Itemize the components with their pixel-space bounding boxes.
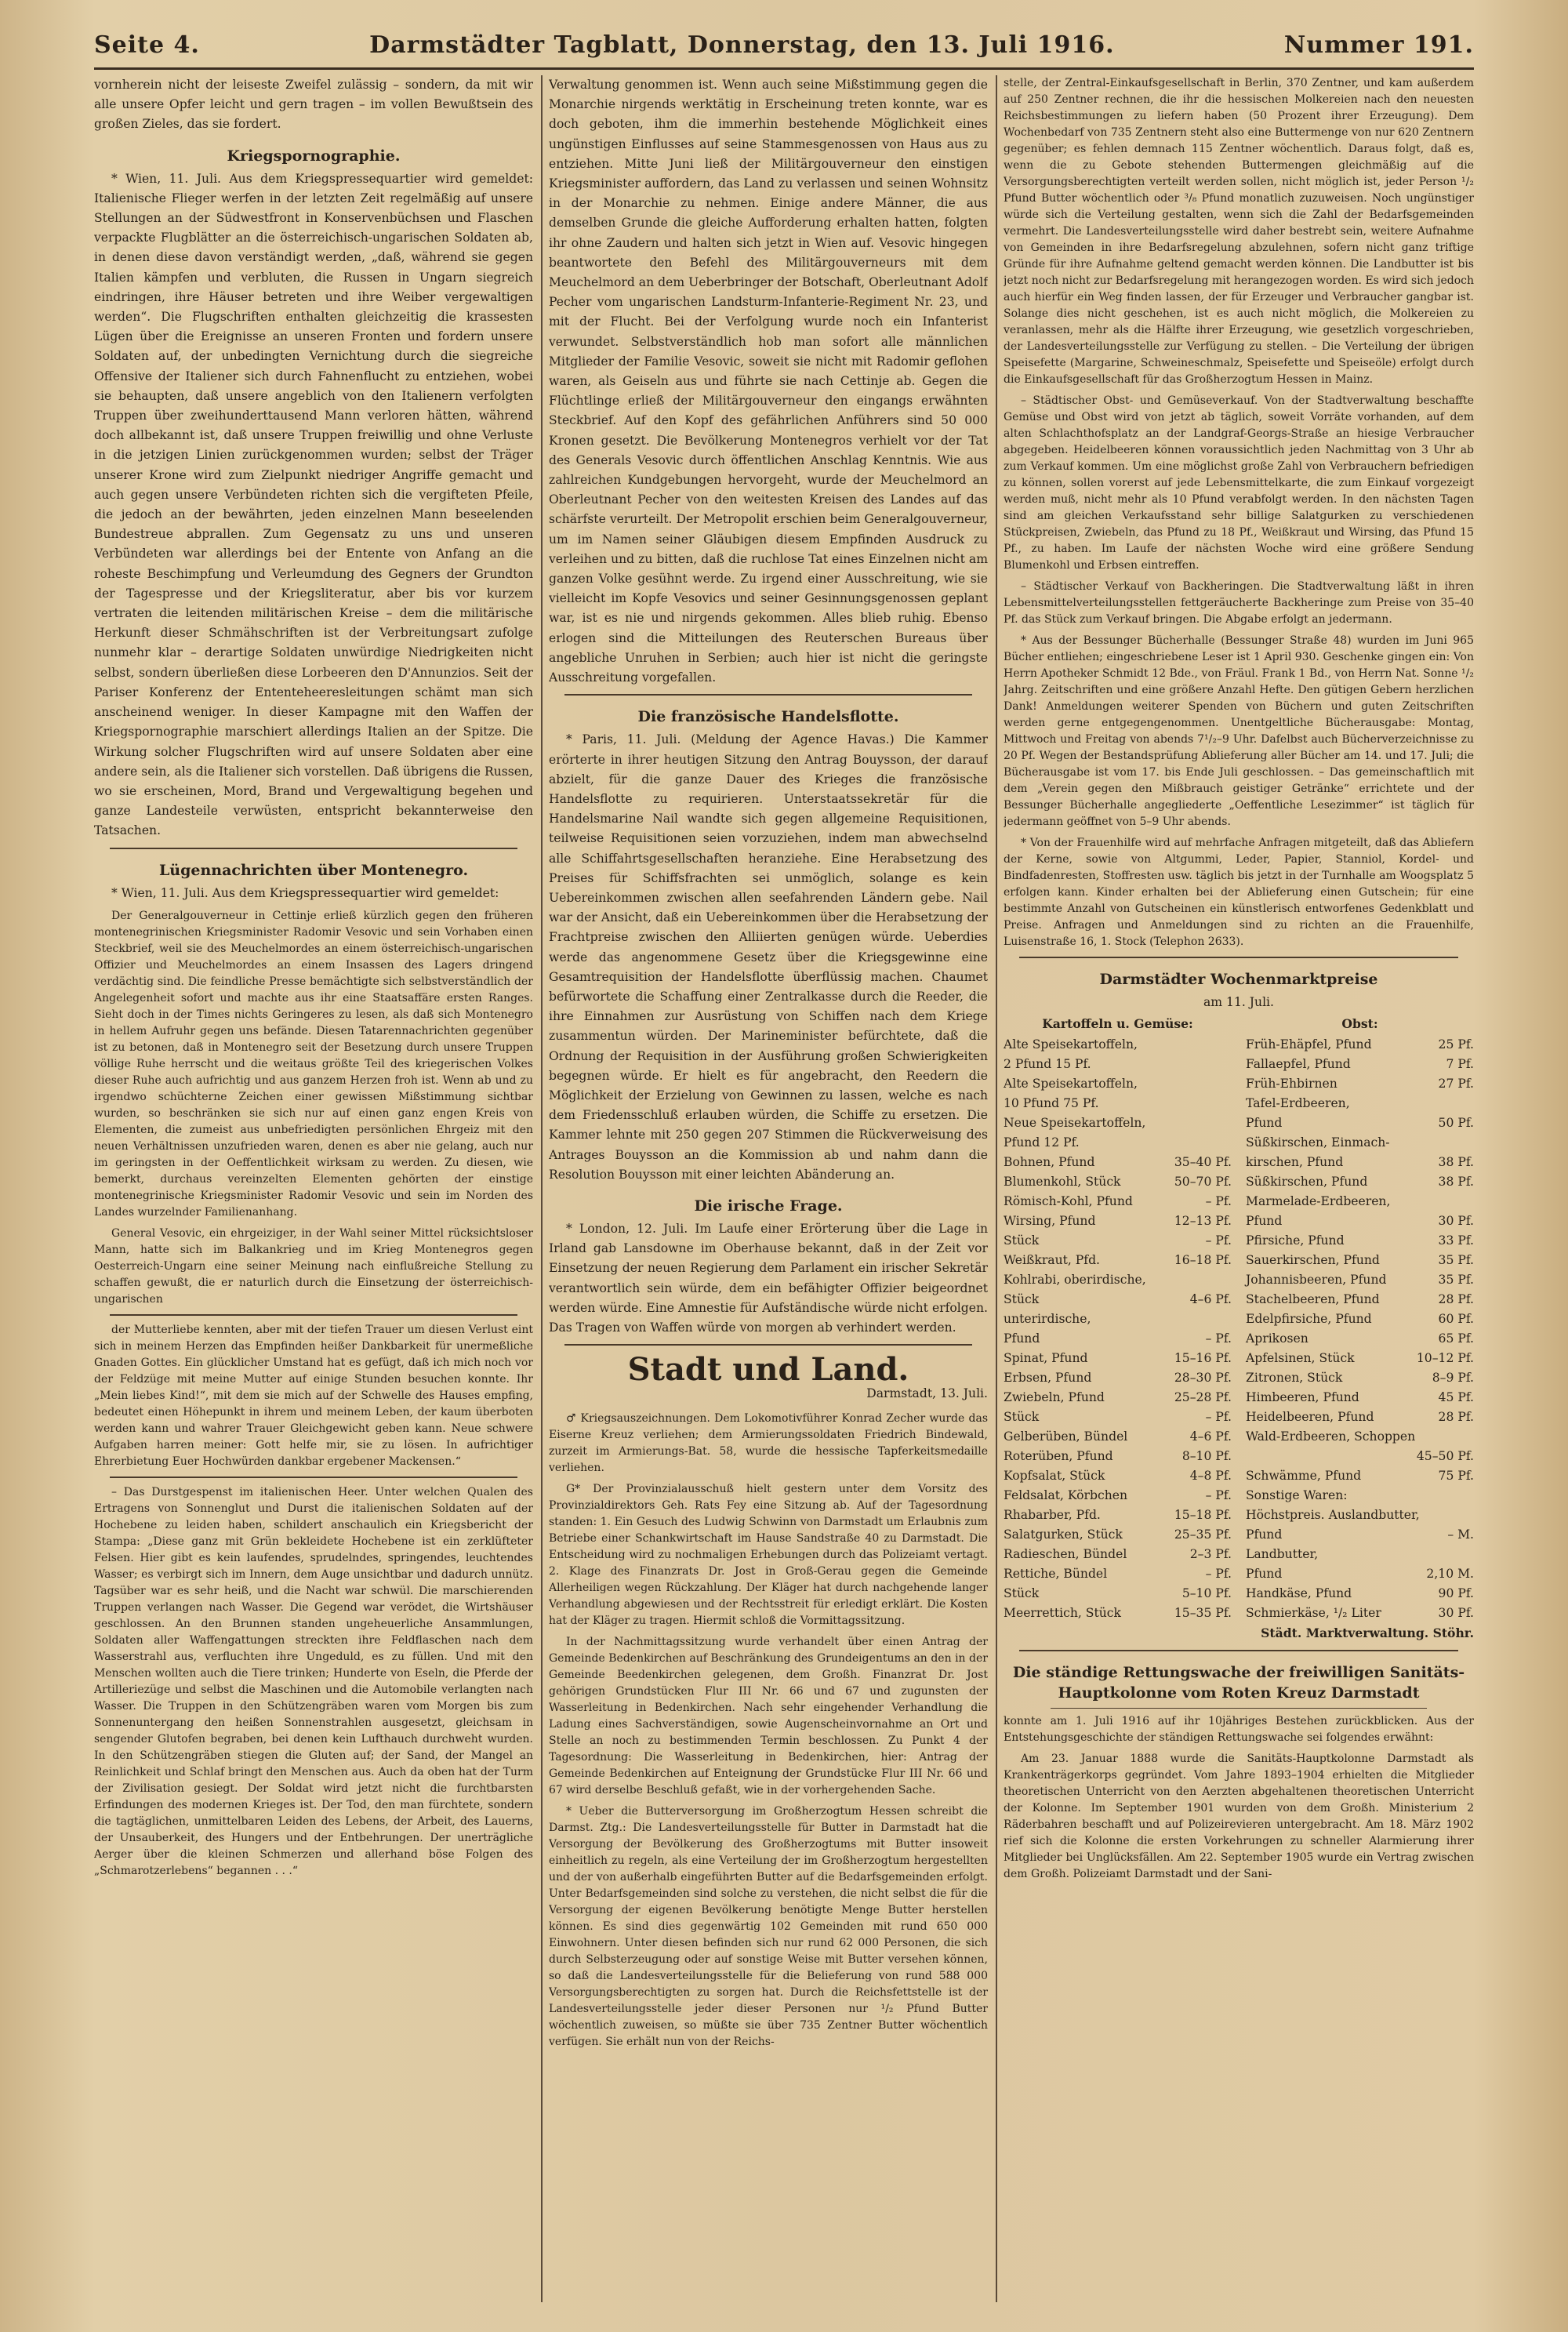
market-price: 35 Pf.	[1438, 1253, 1474, 1268]
market-item: Blumenkohl, Stück	[1004, 1175, 1121, 1190]
market-price: 28–30 Pf.	[1174, 1371, 1232, 1386]
article-text: Am 23. Januar 1888 wurde die Sanitäts-Hauptkolonne Darmstadt als Krankenträgerkorps gegründet. Vom Jahre 1893–1904 erhielten die Mitglieder theoretischen Unterricht von den Aerzten abgehaltenen theoretischen Unterricht der Kolonne. Im September 1901 wurden von dem Großh. Ministerium 2 Räderbahren beschafft und auf Polizeirevieren untergebracht. Am 18. März 1902 rief sich die Kolonne die ersten Vorkehrungen zu schneller Alarmierung ihrer Mitglieder bei Unglücksfällen. Am 22. September 1905 wurde ein Vertrag zwischen dem Großh. Polizeiamt Darmstadt und der Sani-	[1004, 1752, 1474, 1880]
market-item: Früh-Ehäpfel, Pfund	[1246, 1037, 1372, 1052]
market-item: Pfund	[1004, 1331, 1040, 1346]
market-item: Stachelbeeren, Pfund	[1246, 1292, 1380, 1307]
market-price-row	[1004, 1525, 1232, 1545]
market-item: Alte Speisekartoffeln,	[1004, 1077, 1138, 1092]
market-price: 90 Pf.	[1438, 1586, 1474, 1601]
market-price-row	[1004, 1113, 1232, 1133]
market-price: 15–18 Pf.	[1174, 1508, 1232, 1523]
market-item: Rettiche, Bündel	[1004, 1567, 1108, 1582]
market-item: 10 Pfund 75 Pf.	[1004, 1096, 1099, 1111]
market-price-row	[1246, 1211, 1474, 1231]
market-price-row	[1004, 1211, 1232, 1231]
separator	[564, 694, 972, 696]
market-date: am 11. Juli.	[1203, 995, 1275, 1009]
market-price-row	[1004, 1329, 1232, 1349]
market-price: 15–35 Pf.	[1174, 1606, 1232, 1621]
market-title: Darmstädter Wochenmarktpreise	[1099, 971, 1378, 988]
market-price-row	[1246, 1486, 1474, 1506]
market-price-row	[1004, 1466, 1232, 1486]
market-price-row	[1246, 1113, 1474, 1133]
article-text: * Wien, 11. Juli. Aus dem Kriegspressequartier wird gemeldet:	[111, 885, 499, 900]
market-price: 16–18 Pf.	[1174, 1253, 1232, 1268]
market-price-row	[1246, 1074, 1474, 1094]
market-price: 30 Pf.	[1438, 1214, 1474, 1229]
market-item: Feldsalat, Körbchen	[1004, 1488, 1128, 1503]
masthead	[94, 25, 1474, 64]
market-left-heading: Kartoffeln u. Gemüse:	[1042, 1016, 1193, 1032]
market-item: Schmierkäse, ¹/₂ Liter	[1246, 1606, 1381, 1621]
market-price: – Pf.	[1205, 1331, 1232, 1346]
market-item: Apfelsinen, Stück	[1246, 1351, 1355, 1366]
market-item: Zwiebeln, Pfund	[1004, 1390, 1105, 1405]
market-item: Pfund 12 Pf.	[1004, 1135, 1080, 1150]
market-price: 33 Pf.	[1438, 1233, 1474, 1248]
market-item: Wald-Erdbeeren, Schoppen	[1246, 1429, 1416, 1444]
market-price: 10–12 Pf.	[1416, 1351, 1474, 1366]
column-divider	[996, 75, 997, 2302]
market-price: 65 Pf.	[1438, 1331, 1474, 1346]
market-price: 15–16 Pf.	[1174, 1351, 1232, 1366]
market-price: 4–6 Pf.	[1189, 1292, 1232, 1307]
article-text: * Von der Frauenhilfe wird auf mehrfache Anfragen mitgeteilt, daß das Abliefern der Kerne, sowie von Altgummi, Leder, Papier, Stanniol, Kordel- und Bindfadenresten, Stoffresten usw. täglich bis jetzt in der Turnhalle am Woogsplatz 5 erfolgen kann. Kinder erhalten bei der Ablieferung einen Gutschein; für eine bestimmte Anzahl von Gutscheinen ein künstlerisch entworfenes Gedenkblatt und Preise. Anfragen und Anmeldungen sind zu richten an die Frauenhilfe, Luisenstraße 16, 1. Stock (Telephon 2633).	[1004, 837, 1474, 948]
market-price-row	[1246, 1133, 1474, 1153]
market-price: – Pf.	[1205, 1233, 1232, 1248]
article-text: General Vesovic, ein ehrgeiziger, in der Wahl seiner Mittel rücksichtsloser Mann, hatte sich im Balkankrieg und im Krieg Montenegros gegen Oesterreich-Ungarn eine seiner Meinung nach einflußreiche Stellung zu schaffen gewußt, die er naturlich durch die Einsetzung der österreichisch-ungarischen	[94, 1226, 533, 1306]
market-item: Sonstige Waren:	[1246, 1488, 1348, 1503]
market-price-row	[1246, 1290, 1474, 1309]
market-price: 38 Pf.	[1438, 1175, 1474, 1190]
market-item: Zitronen, Stück	[1246, 1371, 1343, 1386]
headline-luegennachrichten: Lügennachrichten über Montenegro.	[158, 861, 469, 879]
article-text: In der Nachmittagssitzung wurde verhandelt über einen Antrag der Gemeinde Bedenkirchen auf Beschränkung des Grundeigentums an den in der Gemeinde Beedenkirchen gelegenen, dem Großh. Finanzrat Dr. Jost gehörigen Grundstücken Flur III Nr. 66 und 67 und zugunsten der Wasserleitung in Bedenkirchen. Nach sehr eingehender Verhandlung die Ladung eines Sachverständigen, sowie Augenscheinvornahme an Ort und Stelle an noch zu bestimmenden Termin beschlossen. Zu Punkt 4 der Tagesordnung: Die Wasserleitung in Bedenkirchen, hier: Antrag der Gemeinde Bedenkirchen auf Enteignung der Grundstücke Flur III Nr. 66 und 67 wird derselbe Beschluß gefaßt, wie in der vorhergehenden Sache.	[549, 1635, 988, 1796]
market-price-row	[1004, 1133, 1232, 1153]
market-price: 35 Pf.	[1438, 1273, 1474, 1288]
market-price-row	[1246, 1349, 1474, 1368]
article-text: * London, 12. Juli. Im Laufe einer Erörterung über die Lage in Irland gab Lansdowne im Oberhause bekannt, daß in der Zeit vor Einsetzung der neuen Regierung dem Parlament ein irischer Sekretär verantwortlich sein würde, dem ein befähigter Offizier beigeordnet werden würde. Eine Amnestie für Aufständische würde nicht erfolgen. Das Tragen von Waffen würde von morgen ab verhindert werden.	[549, 1221, 988, 1335]
headline-rettungswache: Die ständige Rettungswache der freiwilligen Sanitäts-Hauptkolonne vom Roten Kreuz Darmstadt	[1012, 1663, 1465, 1702]
market-item: Spinat, Pfund	[1004, 1351, 1088, 1366]
market-item: Marmelade-Erdbeeren,	[1246, 1194, 1391, 1209]
article-text: der Mutterliebe kennten, aber mit der tiefen Trauer um diesen Verlust eint sich in meinem Herzen das Empfinden heißer Dankbarkeit für unermeßliche Gnaden Gottes. Ein glücklicher Umstand hat es gefügt, daß ich mich noch vor der Feldzüge mit meine Mutter auf einige Stunden besuchen konnte. Ihr „Mein liebes Kind!“, mit dem sie mich auf der Schwelle des Hauses empfing, bedeutet einen Höhepunkt in ihrem und meinem Leben, der kaum überboten werden kann und wahrer Trauer Gleichgewicht geben kann. Neue schwere Aufgaben harren meiner: Gott helfe mir, sie zu lösen. In aufrichtiger Ehrerbietung Euer Hochwürden dankbar ergebener Mackensen.“	[94, 1323, 533, 1468]
market-price-row	[1004, 1584, 1232, 1604]
article-text: * Aus der Bessunger Bücherhalle (Bessunger Straße 48) wurden im Juni 965 Bücher entliehen; eingeschriebene Leser ist 1 April 930. Geschenke gingen ein: Von Herrn Apotheker Schmidt 12 Bde., von Fräul. Frank 1 Bd., von Herrn Nat. Sonne ¹/₂ Jahrg. Zeitschriften und eine größere Anzahl Hefte. Den gütigen Gebern herzlichen Dank! Anmeldungen weiterer Spenden von Büchern und guten Zeitschriften werden gerne entgegengenommen. Unentgeltliche Bücherausgabe: Montag, Mittwoch und Freitag von abends 7¹/₂–9 Uhr. Dafelbst auch Bücherverzeichnisse zu 20 Pf. Wegen der Bestandsprüfung Ablieferung aller Bücher am 14. und 17. Juli; die Bücherausgabe ist vom 17. bis Ende Juli geschlossen. – Das gemeinschaftlich mit dem „Verein gegen den Mißbrauch geistiger Getränke“ errichtete und der Bessunger Bücherhalle angegliederte „Oeffentliche Lesezimmer“ ist täglich für jedermann geöffnet von 5–9 Uhr abends.	[1004, 634, 1474, 828]
market-price: 25–28 Pf.	[1174, 1390, 1232, 1405]
market-price: 38 Pf.	[1438, 1155, 1474, 1170]
market-price-row	[1246, 1604, 1474, 1623]
separator	[110, 848, 517, 849]
market-price: 7 Pf.	[1446, 1057, 1474, 1072]
market-item: Fallaepfel, Pfund	[1246, 1057, 1351, 1072]
market-price-row	[1004, 1094, 1232, 1113]
market-price-row	[1246, 1427, 1474, 1447]
masthead-rule	[94, 67, 1474, 70]
market-price-row	[1004, 1231, 1232, 1251]
market-item: Süßkirschen, Einmach-	[1246, 1135, 1390, 1150]
market-item: kirschen, Pfund	[1246, 1155, 1344, 1170]
market-item: Edelpfirsiche, Pfund	[1246, 1312, 1372, 1327]
article-text: Verwaltung genommen ist. Wenn auch seine Mißstimmung gegen die Monarchie nirgends werktätig in Erscheinung treten konnte, war es doch geboten, ihm die immerhin bestehende Möglichkeit eines ungünstigen Einflusses auf seine Stammesgenossen von Haus aus zu entziehen. Mitte Juni ließ der Militärgouverneur den einstigen Kriegsminister auffordern, das Land zu verlassen und seinen Wohnsitz in der Monarchie zu nehmen. Einige andere Männer, die aus demselben Grunde die gleiche Aufforderung erhalten hatten, folgten ihr ohne Zaudern und halten sich jetzt in Wien auf. Vesovic hingegen beantwortete den Befehl des Militärgouverneurs mit dem Meuchelmord an dem Ueberbringer der Botschaft, Oberleutnant Adolf Pecher vom ungarischen Landsturm-Infanterie-Regiment Nr. 23, und mit der Flucht. Bei der Verfolgung wurde noch ein Infanterist verwundet. Selbstverständlich hob man sofort alle männlichen Mitglieder der Familie Vesovic, soweit sie nicht mit Radomir geflohen waren, als Geiseln aus und führte sie nach Cettinje ab. Gegen die Flüchtlinge erließ der Militärgouverneur den eingangs erwähnten Steckbrief. Auf den Kopf des gefährlichen Anführers sind 50 000 Kronen gesetzt. Die Bevölkerung Montenegros verhielt vor der Tat des Generals Vesovic durch öffentlichen Anschlag Kenntnis. Wie aus zahlreichen Kundgebungen hervorgeht, wurde der Meuchelmord an Oberleutnant Pecher von den weitesten Kreisen des Landes auf das schärfste verurteilt. Der Metropolit erschien beim Generalgouverneur, um im Namen seiner Gläubigen diesem Empfinden Ausdruck zu verleihen und zu bitten, daß die ruchlose Tat eines Einzelnen nicht am ganzen Volke gesühnt werde. Zu irgend einer Ausschreitung, wie sie vielleicht im Kopfe Vesovics und seiner Gesinnungsgenossen geplant war, ist es nie und nirgends gekommen. Alles blieb ruhig. Ebenso erlogen sind die Mitteilungen des Reuterschen Bureaus über angebliche Unruhen in Serbien; auch hier ist nicht die geringste Ausschreitung vorgefallen.	[549, 78, 988, 685]
article-text: * Paris, 11. Juli. (Meldung der Agence Havas.) Die Kammer erörterte in ihrer heutigen Sitzung den Antrag Bouysson, der darauf abzielt, für die ganze Dauer des Krieges die französische Handelsflotte zu requirieren. Unterstaatssekretär für die Handelsmarine Nail wandte sich gegen allgemeine Requisitionen, teilweise Requisitionen seien vorzuziehen, indem man abwechselnd alle Schiffahrtsgesellschaften heranziehe. Eine Herabsetzung des Preises für Schiffsfrachten sei unmöglich, solange es kein Uebereinkommen zwischen allen seefahrenden Ländern gebe. Nail war der Ansicht, daß ein Uebereinkommen über die Herabsetzung der Frachtpreise zwischen den Alliierten genügen würde. Ueberdies werde das angenommene Gesetz über die Kriegsgewinne eine Gesamtrequisition der Handelsflotte überflüssig machen. Chaumet befürwortete die Schaffung einer Zentralkasse durch die Reeder, die ihre Einnahmen zur Ausrüstung von Schiffen nach dem Kriege zusammentun würden. Der Marineminister befürchtete, daß die Ordnung der Requisition in der Ausführung großen Schwierigkeiten begegnen würde. Er hielt es für angebracht, den Reedern die Möglichkeit der Erzielung von Gewinnen zu lassen, welche es nach dem Friedensschluß erlauben würden, die Schiffe zu ersetzen. Die Kammer lehnte mit 250 gegen 207 Stimmen die Rückverweisung des Antrages Bouysson an die Kommission ab und nahm dann die Resolution Bouysson mit einer leichten Abänderung an.	[549, 732, 988, 1182]
market-item: Rhabarber, Pfd.	[1004, 1508, 1101, 1523]
market-item: Stück	[1004, 1292, 1040, 1307]
market-item: Höchstpreis. Auslandbutter,	[1246, 1508, 1420, 1523]
market-price: 25–35 Pf.	[1174, 1527, 1232, 1542]
market-item: Weißkraut, Pfd.	[1004, 1253, 1101, 1268]
market-price-row	[1246, 1525, 1474, 1545]
separator	[1051, 1708, 1427, 1709]
market-price: 27 Pf.	[1438, 1077, 1474, 1092]
page-number: Seite 4.	[94, 31, 200, 59]
separator	[1019, 957, 1458, 958]
column-2	[549, 75, 988, 2302]
market-price-row	[1246, 1270, 1474, 1290]
market-price-row	[1246, 1368, 1474, 1388]
market-signature: Städt. Marktverwaltung. Stöhr.	[1261, 1625, 1474, 1641]
market-price: – Pf.	[1205, 1194, 1232, 1209]
separator	[110, 1314, 517, 1316]
market-item: Kohlrabi, oberirdische,	[1004, 1273, 1146, 1288]
market-price-row	[1246, 1153, 1474, 1172]
article-text: ♂ Kriegsauszeichnungen. Dem Lokomotivführer Konrad Zecher wurde das Eiserne Kreuz verliehen; dem Armierungssoldaten Friedrich Bindewald, zurzeit im Armierungs-Bat. 58, wurde die hessische Tapferkeitsmedaille verliehen.	[549, 1411, 988, 1474]
market-price-row	[1246, 1466, 1474, 1486]
market-price-row	[1246, 1388, 1474, 1408]
market-price-row	[1246, 1564, 1474, 1584]
market-left-column	[1004, 1012, 1232, 1623]
market-price-row	[1246, 1447, 1474, 1466]
market-item: Landbutter,	[1246, 1547, 1319, 1562]
market-item: Erbsen, Pfund	[1004, 1371, 1092, 1386]
article-text: – Städtischer Verkauf von Backheringen. Die Stadtverwaltung läßt in ihren Lebensmittelverteilungsstellen fettgeräucherte Backheringe zum Preise von 35–40 Pf. das Stück zum Verkauf bringen. Die Abgabe erfolgt an jedermann.	[1004, 580, 1474, 626]
market-price: – Pf.	[1205, 1488, 1232, 1503]
market-item: Himbeeren, Pfund	[1246, 1390, 1359, 1405]
article-text: – Das Durstgespenst im italienischen Heer. Unter welchen Qualen des Ertragens von Sonnenglut und Durst die italienischen Soldaten auf der Hochebene zu leiden haben, schildert anschaulich ein Kriegsbericht der Stampa: „Diese ganz mit Grün bekleidete Hochebene ist ein zerklüfteter Felsen. Hier gibt es kein laufendes, sprudelndes, springendes, leuchtendes Wasser; es verbirgt sich im Innern, dem Auge unsichtbar und dadurch unnütz. Tagsüber war es sehr heiß, und die Nacht war schwül. Die marschierenden Truppen verlangen nach Wasser. Die Gegend war verödet, die Wirtshäuser geschlossen. An den Brunnen standen ungeheuerliche Ansammlungen, Soldaten aller Waffengattungen streckten ihre Feldflaschen nach dem Wasserstrahl aus, verfluchten ihre Ungeduld, es zu füllen. Und mit den Menschen wollten auch die Tiere trinken; Hunderte von Eseln, die Pferde der Artilleriezüge und selbst die Maschinen und die Automobile verlangten nach Wasser. Die Truppen in den Schützengräben waren vom Morgen bis zum Sonnenuntergang den heißen Sonnenstrahlen ausgesetzt, gleichsam in sengender Glutofen begraben, bei denen kein Lufthauch durchweht wurden. In den Schützengräben stiegen die Gluten auf; der Sand, der Mangel an Reinlichkeit und Schlaf bringt den Menschen aus. Auch da oben hat der Turm der Zivilisation gesiegt. Der Soldat wird jetzt nicht die furchtbarsten Erfindungen des modernen Krieges ist. Der Tod, den man fürchtete, sondern die tagtäglichen, unmittelbaren Leiden des Lebens, der Arbeit, des Lauerns, der Unsauberkeit, des Hungers und der Entbehrungen. Der unerträgliche Aerger über die kleinen Schmerzen und allerhand böse Folgen des „Schmarotzerlebens“ begannen . . .“	[94, 1485, 533, 1877]
market-price: 8–10 Pf.	[1181, 1449, 1232, 1464]
market-price-row	[1004, 1486, 1232, 1506]
article-text: – Städtischer Obst- und Gemüseverkauf. Von der Stadtverwaltung beschaffte Gemüse und Obst wird von jetzt ab täglich, soweit Vorräte vorhanden, auf dem alten Schlachthofsplatz an der Landgraf-Georgs-Straße an hiesige Verbraucher abgegeben. Heidelbeeren können voraussichtlich jeden Nachmittag von 3 Uhr ab zum Verkauf kommen. Um eine möglichst große Zahl von Verbrauchern befriedigen zu können, sollen vorerst auf jede Lebensmittelkarte, die zum Einkauf vorgezeigt werden muß, nicht mehr als 10 Pfund verabfolgt werden. In den nächsten Tagen sind am gleichen Verkaufsstand sehr billige Salatgurken zu verschiedenen Stückpreisen, Zwiebeln, das Pfund zu 18 Pf., Weißkraut und Wirsing, das Pfund 15 Pf., zu haben. Im Laufe der nächsten Woche wird eine größere Sendung Blumenkohl und Erbsen eintreffen.	[1004, 394, 1474, 572]
market-item: Sauerkirschen, Pfund	[1246, 1253, 1380, 1268]
market-price: 45 Pf.	[1438, 1390, 1474, 1405]
market-price: 8–9 Pf.	[1432, 1371, 1474, 1386]
market-price-row	[1004, 1564, 1232, 1584]
market-price-row	[1246, 1035, 1474, 1055]
market-right-column	[1246, 1012, 1474, 1623]
article-text: vornherein nicht der leiseste Zweifel zulässig – sondern, da mit wir alle unsere Opfer leicht und gern tragen – im vollen Bewußtsein des großen Zieles, das sie fordert.	[94, 78, 533, 132]
market-price-row	[1004, 1447, 1232, 1466]
market-price-row	[1246, 1545, 1474, 1564]
article-text: * Wien, 11. Juli. Aus dem Kriegspressequartier wird gemeldet: Italienische Flieger werfen in der letzten Zeit regelmäßig auf unsere Stellungen an der Südwestfront in Konservenbüchsen und Flaschen verpackte Flugblätter an die österreichisch-ungarischen Soldaten ab, in denen diese davon verständigt werden, „daß, während sie gegen Italien kämpfen und verbluten, die Russen in Ungarn siegreich eindringen, ihre Häuser betreten und ihre Weiber vergewaltigen werden“. Die Flugschriften enthalten gleichzeitig die krassesten Lügen über die Ereignisse an unseren Fronten und fordern unsere Soldaten auf, der unbedingten Vernichtung durch die siegreiche Offensive der Italiener sich durch Fahnenflucht zu entziehen, wobei sie behaupten, daß unsere angeblich von den Italienern verfolgten Truppen über zweihunderttausend Mann verloren hätten, während doch allbekannt ist, daß unsere Truppen freiwillig und ohne Verluste in die jetzigen Linien zurückgenommen wurden; selbst der Träger unserer Krone wird zum Zielpunkt niedriger Angriffe gemacht und auch gegen unsere Verbündeten richten sich die vergifteten Pfeile, die jedoch an der bewährten, jeden einzelnen Mann beseelenden Bundestreue abprallen. Zum Gegensatz zu uns und unseren Verbündeten war allerdings bei der Entente von Anfang an die roheste Beschimpfung und Verleumdung des Gegners der Grundton der Tagespresse und der Kriegsliteratur, aber bis vor kurzem vertraten die leitenden militärischen Kreise – dem die militärische Herkunft dieser Schmähschriften ist der Verbreitungsart zufolge nunmehr klar – derartige Soldaten unwürdige Niedrigkeiten nicht selbst, sondern überließen diese Lorbeeren den D'Annunzios. Seit der Pariser Konferenz der Ententeheeresleitungen schämt man sich anscheinend weniger. In dieser Kampagne mit den Waffen der Kriegspornographie marschiert allerdings Italien an der Spitze. Die Wirkung solcher Flugschriften wird auf unsere Soldaten aber eine andere sein, als die Italiener sich vorstellen. Daß übrigens die Russen, wo sie erscheinen, Mord, Brand und Vergewaltigung begehen und ganze Landesteile verwüsten, entspricht bekannterweise den Tatsachen.	[94, 171, 533, 838]
market-item: Schwämme, Pfund	[1246, 1469, 1362, 1484]
market-price: 45–50 Pf.	[1416, 1449, 1474, 1464]
market-price-row	[1004, 1545, 1232, 1564]
article-text: * Ueber die Butterversorgung im Großherzogtum Hessen schreibt die Darmst. Ztg.: Die Landesverteilungsstelle für Butter in Darmstadt hat die Versorgung der Bevölkerung des Großherzogtums mit Butter insoweit einheitlich zu regeln, als eine Verteilung der im Großherzogtum hergestellten und der von außerhalb eingeführten Butter auf die Bedarfsgemeinden erfolgt. Unter Bedarfsgemeinden sind solche zu verstehen, die nicht selbst die für die Versorgung der eigenen Bevölkerung benötigte Menge Butter herstellen können. Es sind dies gegenwärtig 102 Gemeinden mit rund 650 000 Einwohnern. Unter diesen befinden sich nur rund 62 000 Personen, die sich durch Selbsterzeugung oder auf sonstige Weise mit Butter versehen können, so daß die Landesverteilungsstelle für die Belieferung von rund 588 000 Versorgungsberechtigten zu sorgen hat. Durch die Reichsfettstelle ist der Landesverteilungsstelle jeder dieser Personen nur ¹/₂ Pfund Butter wöchentlich zuweisen, so müßte sie über 735 Zentner Butter wöchentlich verfügen. Sie erhält nun von der Reichs-	[549, 1804, 988, 2048]
market-item: Stück	[1004, 1410, 1040, 1425]
market-item: Pfund	[1246, 1567, 1283, 1582]
market-item: Meerrettich, Stück	[1004, 1606, 1121, 1621]
market-item: Pfirsiche, Pfund	[1246, 1233, 1345, 1248]
separator	[110, 1477, 517, 1478]
market-item: Pfund	[1246, 1214, 1283, 1229]
market-item: unterirdische,	[1004, 1312, 1091, 1327]
market-price-row	[1246, 1506, 1474, 1525]
market-price: 28 Pf.	[1438, 1292, 1474, 1307]
market-price-row	[1246, 1172, 1474, 1192]
market-item: Stück	[1004, 1233, 1040, 1248]
market-price-row	[1246, 1329, 1474, 1349]
market-price: 2–3 Pf.	[1189, 1547, 1232, 1562]
market-price-row	[1004, 1309, 1232, 1329]
market-price: 50 Pf.	[1438, 1116, 1474, 1131]
market-table	[1004, 1012, 1474, 1623]
article-text: Der Generalgouverneur in Cettinje erließ kürzlich gegen den früheren montenegrinischen Kriegsminister Radomir Vesovic und sein Vorhaben einen Steckbrief, weil sie des Meuchelmordes an einem österreichisch-ungarischen Offizier und Meuchelmordes an einem Insassen des Lagers dringend verdächtig sind. Die feindliche Presse bemächtigte sich selbstverständlich der Angelegenheit sofort und machte aus ihr eine Staatsaffäre ersten Ranges. Sieht doch in der Times nichts Geringeres zu lesen, als daß sich Montenegro in hellem Aufruhr gegen uns befände. Diesen Tatarennachrichten gegenüber ist zu betonen, daß in Montenegro seit der Besetzung durch unsere Truppen völlige Ruhe herrscht und die weitaus größte Teil des kriegerischen Volkes dieser Ruhe auch aufrichtig und aus ganzem Herzen froh ist. Wenn ab und zu irgendwo schüchterne Zeichen einer gewissen Mißstimmung sichtbar wurden, so beschränken sie sich nur auf einen ganz engen Kreis von Elementen, die zumeist aus unbefriedigten persönlichen Ehrgeiz mit den neuen Verhältnissen unzufrieden waren, denen es aber nie gelang, auch nur im geringsten in der Oeffentlichkeit wirksam zu werden. Zu diesen, wie bemerkt, durchaus vereinzelten Elementen gehörten der einstige montenegrinische Kriegsminister Radomir Vesovic und sein im Norden des Landes wurzelnder Familienanhang.	[94, 909, 533, 1219]
market-item: Bohnen, Pfund	[1004, 1155, 1095, 1170]
headline-kriegspornographie: Kriegspornographie.	[227, 147, 401, 165]
market-price-row	[1004, 1035, 1232, 1055]
market-price-row	[1004, 1251, 1232, 1270]
market-price: 4–6 Pf.	[1189, 1429, 1232, 1444]
market-price-row	[1246, 1055, 1474, 1074]
column-3	[1004, 75, 1474, 2302]
market-item: Aprikosen	[1246, 1331, 1308, 1346]
market-price-row	[1004, 1506, 1232, 1525]
dateline: Darmstadt, 13. Juli.	[866, 1386, 988, 1401]
market-right-heading: Obst:	[1341, 1016, 1378, 1032]
market-item: Römisch-Kohl, Pfund	[1004, 1194, 1133, 1209]
market-price: 35–40 Pf.	[1174, 1155, 1232, 1170]
market-price: 4–8 Pf.	[1189, 1469, 1232, 1484]
market-item: Kopfsalat, Stück	[1004, 1469, 1105, 1484]
market-item: Neue Speisekartoffeln,	[1004, 1116, 1146, 1131]
market-price-row	[1004, 1172, 1232, 1192]
market-item: Süßkirschen, Pfund	[1246, 1175, 1368, 1190]
market-price: 75 Pf.	[1438, 1469, 1474, 1484]
column-1	[94, 75, 533, 2302]
market-price-row	[1004, 1270, 1232, 1290]
market-price-row	[1246, 1094, 1474, 1113]
market-price-row	[1246, 1231, 1474, 1251]
market-price: 28 Pf.	[1438, 1410, 1474, 1425]
market-item: Stück	[1004, 1586, 1040, 1601]
market-price-row	[1246, 1584, 1474, 1604]
market-prices	[1004, 969, 1474, 1644]
market-price-row	[1004, 1408, 1232, 1427]
market-price: – M.	[1447, 1527, 1474, 1542]
market-price: 12–13 Pf.	[1174, 1214, 1232, 1229]
market-price-row	[1004, 1388, 1232, 1408]
market-item: Früh-Ehbirnen	[1246, 1077, 1338, 1092]
article-text: konnte am 1. Juli 1916 auf ihr 10jähriges Bestehen zurückblicken. Aus der Entstehungsgeschichte der ständigen Rettungswache sei folgendes erwähnt:	[1004, 1714, 1474, 1744]
market-price: – Pf.	[1205, 1567, 1232, 1582]
market-item: Roterüben, Pfund	[1004, 1449, 1113, 1464]
market-item: Radieschen, Bündel	[1004, 1547, 1127, 1562]
market-price-row	[1004, 1074, 1232, 1094]
market-item: Alte Speisekartoffeln,	[1004, 1037, 1138, 1052]
article-text: stelle, der Zentral-Einkaufsgesellschaft in Berlin, 370 Zentner, und kam außerdem auf 250 Zentner rechnen, die ihr die hessischen Molkereien nach den neuesten Reichsbestimmungen zu liefern haben (50 Prozent ihrer Erzeugung). Dem Wochenbedarf von 735 Zentnern steht also eine Buttermenge von nur 620 Zentnern gegenüber; es fehlen demnach 115 Zentner wöchentlich. Daraus folgt, daß es, wenn die zu Gebote stehenden Buttermengen gleichmäßig auf die Versorgungsberechtigten verteilt werden sollen, nicht möglich ist, jeder Person ¹/₂ Pfund Butter wöchentlich oder ³/₈ Pfund monatlich zuzuweisen. Noch ungünstiger würde sich die Verteilung gestalten, wenn sich die Zahl der Bedarfsgemeinden vermehrt. Die Landesverteilungsstelle wird daher bestrebt sein, weitere Aufnahme von Gemeinden in ihre Bedarfsregelung abzulehnen, sofern nicht ganz triftige Gründe für ihre Aufnahme geltend gemacht werden können. Die Landbutter ist bis jetzt noch nicht zur Bedarfsregelung mit herangezogen worden. Es wird sich jedoch auch hierfür ein Weg finden lassen, der für Erzeuger und Verbraucher gangbar ist. Solange dies nicht geschehen, ist es auch nicht möglich, die Molkereien zu veranlassen, mehr als die Hälfte ihrer Erzeugung, wie gesetzlich vorgeschrieben, der Landesverteilungsstelle zur Verfügung zu stellen. – Die Verteilung der übrigen Speisefette (Margarine, Schweineschmalz, Speisefette und Speiseöle) erfolgt durch die Einkaufsgesellschaft für das Großherzogtum Hessen in Mainz.	[1004, 77, 1474, 386]
market-price: 25 Pf.	[1438, 1037, 1474, 1052]
market-price: 30 Pf.	[1438, 1606, 1474, 1621]
market-price-row	[1004, 1055, 1232, 1074]
article-text: G* Der Provinzialausschuß hielt gestern unter dem Vorsitz des Provinzialdirektors Geh. Rats Fey eine Sitzung ab. Auf der Tagesordnung standen: 1. Ein Gesuch des Ludwig Schwinn von Darmstadt um Erlaubnis zum Betriebe einer Schankwirtschaft im Hause Sandstraße 40 zu Darmstadt. Die Entscheidung wird zu nochmaligen Erhebungen durch das Polizeiamt vertagt. 2. Klage des Finanzrats Dr. Jost in Groß-Gerau gegen die Gemeinde Allerheiligen wegen Rückzahlung. Der Kläger hat durch nachgehende langer Verhandlung abgewiesen und der Rechtsstreit für erledigt erklärt. Die Kosten hat der Kläger zu tragen. Hiermit schloß die Vormittagssitzung.	[549, 1482, 988, 1627]
market-item: Pfund	[1246, 1116, 1283, 1131]
newspaper-title: Darmstädter Tagblatt, Donnerstag, den 13. Juli 1916.	[369, 31, 1115, 59]
market-price-row	[1004, 1192, 1232, 1211]
market-price-row	[1246, 1408, 1474, 1427]
issue-number: Nummer 191.	[1283, 31, 1474, 59]
market-item: Wirsing, Pfund	[1004, 1214, 1096, 1229]
market-price: 50–70 Pf.	[1174, 1175, 1232, 1190]
market-price-row	[1004, 1290, 1232, 1309]
market-item: Tafel-Erdbeeren,	[1246, 1096, 1350, 1111]
market-price: 5–10 Pf.	[1181, 1586, 1232, 1601]
market-price-row	[1004, 1604, 1232, 1623]
market-item: Pfund	[1246, 1527, 1283, 1542]
market-item: Handkäse, Pfund	[1246, 1586, 1352, 1601]
headline-handelsflotte: Die französische Handelsflotte.	[637, 708, 899, 726]
section-title-stadt-und-land: Stadt und Land.	[627, 1351, 909, 1389]
market-price: 2,10 M.	[1426, 1567, 1474, 1582]
market-price-row	[1246, 1251, 1474, 1270]
market-price-row	[1004, 1427, 1232, 1447]
market-price-row	[1004, 1153, 1232, 1172]
market-price: 60 Pf.	[1438, 1312, 1474, 1327]
market-item: Gelberüben, Bündel	[1004, 1429, 1128, 1444]
separator	[1019, 1650, 1458, 1651]
market-price-row	[1004, 1368, 1232, 1388]
market-price-row	[1246, 1192, 1474, 1211]
separator	[564, 1344, 972, 1346]
headline-irische-frage: Die irische Frage.	[694, 1197, 843, 1215]
market-item: Heidelbeeren, Pfund	[1246, 1410, 1374, 1425]
market-price-row	[1246, 1309, 1474, 1329]
market-price-row	[1004, 1349, 1232, 1368]
market-item: Johannisbeeren, Pfund	[1246, 1273, 1387, 1288]
market-item: Salatgurken, Stück	[1004, 1527, 1123, 1542]
market-price: – Pf.	[1205, 1410, 1232, 1425]
market-item: 2 Pfund 15 Pf.	[1004, 1057, 1091, 1072]
column-divider	[541, 75, 543, 2302]
